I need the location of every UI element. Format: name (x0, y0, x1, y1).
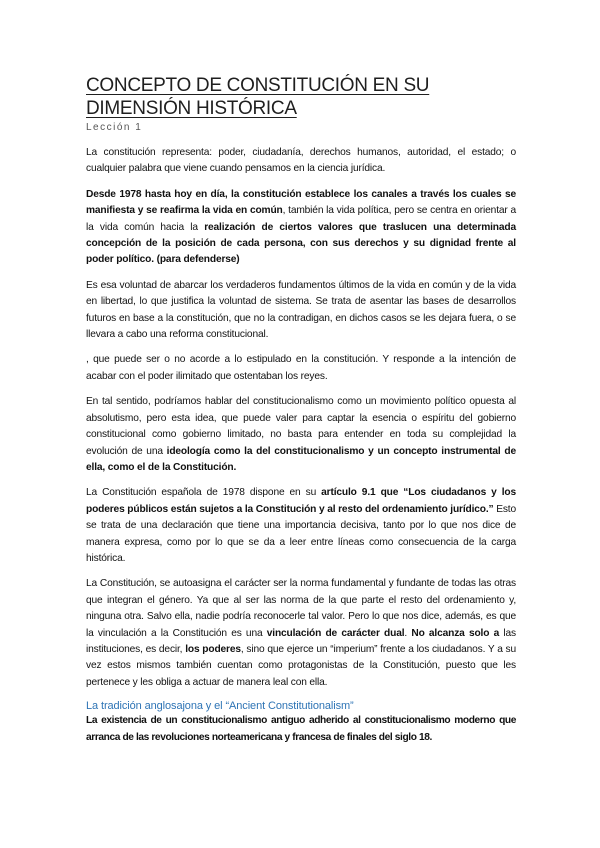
lesson-subtitle: Lección 1 (86, 122, 143, 133)
p7-text-e: las instituciones, es decir, (86, 627, 516, 655)
p7-bold-d: No alcanza solo a (411, 627, 500, 639)
paragraph-4: , que puede ser o no acorde a lo estipulado en la constitución. Y responde a la intención de acabar con el poder ilimitado que ostentaban los reyes. (86, 354, 516, 382)
p8-bold: La existencia de un constitucionalismo antiguo adherido al constitucionalismo moderno que arranca de las revoluciones norteamericana y francesa de finales del siglo 18. (86, 715, 516, 743)
p2-bold-c: realización de ciertos valores que traslucen una determinada concepción de la posición de cada persona, con sus derechos y su dignidad frente al poder político. (para defenderse) (86, 221, 516, 266)
p7-bold-f: los poderes (185, 643, 241, 655)
document-page (86, 0, 516, 755)
p5-text-a: En tal sentido, podríamos hablar del constitucionalismo como un movimiento político opuesta al absolutismo, pero esta idea, que puede valer para captar la esencia o espíritu del gobierno constitucional como gobierno limitado, no basta para entender en toda su complejidad la evolución de una (86, 396, 516, 457)
p6-text-a: La Constitución española de 1978 dispone en su (86, 487, 322, 499)
p2-text-b: , también la vida política, pero se centra en orientar a la vida común hacia la (86, 205, 516, 233)
p7-text-a: La Constitución, se autoasigna el carácter ser la norma fundamental y fundante de todas las otras que integran el género. Ya que al ser las norma de la que parte el resto del ordenamiento y, ninguna otra. Salvo ella, nadie podría reconocerle tal valor. Pero lo que nos dice, además, es que la vinculación a la Constitución es una (86, 578, 516, 639)
paragraph-7 (86, 576, 516, 691)
p5-bold-b: ideología como la del constitucionalismo y un concepto instrumental de ella, como el de la Constitución. (86, 445, 516, 473)
p7-text-g: , sino que ejerce un “imperium” frente a los ciudadanos. Y a su vez estos mismos también cuentan como protagonistas de la Constitución, puesto que les pertenece y les obliga a actuar de manera leal con ella. (86, 643, 517, 688)
section-heading: La tradición anglosajona y el “Ancient Constitutionalism” (86, 700, 354, 713)
paragraph-6 (86, 485, 516, 567)
p6-bold-b: artículo 9.1 que “Los ciudadanos y los poderes públicos están sujetos a la Constitución y al resto del ordenamiento jurídico.” (86, 487, 516, 515)
paragraph-2 (86, 187, 516, 269)
p6-text-c: Esto se trata de una declaración que tiene una importancia decisiva, tanto por lo que nos dice de manera expresa, como por lo que se da a leer entre líneas como consecuencia de la carga histórica. (86, 503, 516, 564)
paragraph-1: La constitución representa: poder, ciudadanía, derechos humanos, autoridad, el estado; o cualquier palabra que viene cuando pensamos en la ciencia jurídica. (86, 147, 516, 175)
paragraph-5 (86, 394, 516, 476)
paragraph-8 (86, 713, 516, 746)
p7-text-c: . (404, 627, 412, 639)
p7-bold-b: vinculación de carácter dual (266, 627, 405, 639)
p2-bold-a: Desde 1978 hasta hoy en día, la constitución establece los canales a través los cuales se manifiesta y se reafirma la vida en común (86, 188, 516, 217)
paragraph-3: Es esa voluntad de abarcar los verdaderos fundamentos últimos de la vida en común y de la vida en libertad, lo que justifica la voluntad de sistema. Se trata de asentar las bases de desarrollos futuros en base a la constitución, que no la contradigan, en dichos casos se les dejara fuera, o se llevara a cabo una reforma constitucional. (86, 279, 516, 341)
page-title: CONCEPTO DE CONSTITUCIÓN EN SU DIMENSIÓN HISTÓRICA (86, 75, 430, 119)
